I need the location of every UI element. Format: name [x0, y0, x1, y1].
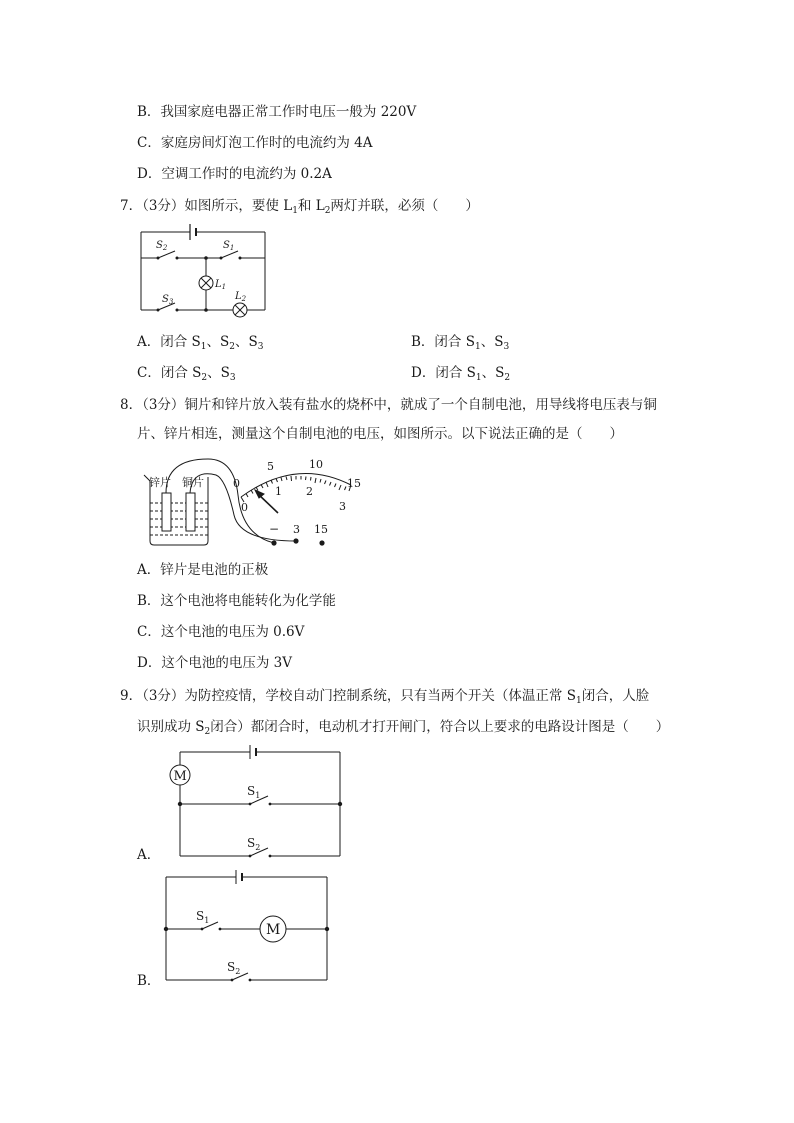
- q8-battery-voltmeter-diagram: [138, 455, 373, 555]
- q8-option-b: B．这个电池将电能转化为化学能: [137, 593, 336, 609]
- q8-terminal-15: 15: [314, 523, 328, 536]
- q8-outer-scale-5: 5: [267, 460, 274, 473]
- q7-option-d: D．闭合 $S_1$、$S_2$: [411, 365, 511, 383]
- q6-option-c: C．家庭房间灯泡工作时的电流约为 4A: [137, 135, 373, 151]
- q9a-motor-m: M: [173, 769, 187, 784]
- q8-zinc-label: 锌片: [149, 476, 171, 489]
- q7-label-l1: $L_1$: [215, 279, 227, 291]
- q7-label-s2: $S_2$: [156, 240, 168, 252]
- q9-figure-b: [160, 867, 350, 987]
- q9b-label-s1: $S_1$: [196, 909, 210, 925]
- q9a-label-s2: $S_2$: [247, 836, 261, 852]
- q7-option-a: A．闭合 $S_1$、$S_2$、$S_3$: [137, 334, 264, 352]
- q9-figure-b-label: B．: [137, 973, 161, 989]
- q8-inner-scale-3: 3: [339, 500, 346, 513]
- q8-outer-scale-0: 0: [233, 477, 240, 490]
- q8-inner-scale-2: 2: [306, 485, 313, 498]
- q8-stem-line1: 8．（3分）铜片和锌片放入装有盐水的烧杯中，就成了一个自制电池，用导线将电压表与铜: [120, 397, 657, 413]
- q8-option-c: C．这个电池的电压为 0.6V: [137, 624, 305, 640]
- q7-label-s3: $S_3$: [162, 294, 174, 306]
- q8-terminal-3: 3: [293, 523, 300, 536]
- q8-option-d: D．这个电池的电压为 3V: [137, 655, 292, 671]
- q7-option-b: B．闭合 $S_1$、$S_3$: [411, 334, 510, 352]
- q9a-label-s1: $S_1$: [247, 784, 261, 800]
- q7-label-s1: $S_1$: [223, 240, 235, 252]
- q8-copper-label: 铜片: [182, 476, 204, 489]
- q9b-label-s2: $S_2$: [227, 960, 241, 976]
- q8-outer-scale-10: 10: [309, 458, 323, 471]
- q8-inner-scale-0: 0: [241, 501, 248, 514]
- q9b-motor-m: M: [266, 922, 281, 938]
- q7-circuit-diagram: [138, 222, 273, 322]
- q8-terminal-negative: −: [269, 522, 280, 536]
- q8-stem-line2: 片、锌片相连，测量这个自制电池的电压，如图所示。以下说法正确的是（ ）: [137, 426, 623, 442]
- q7-stem: 7．（3分）如图所示，要使 $L_1$和 $L_2$两灯并联，必须（ ）: [120, 198, 479, 216]
- q8-option-a: A．锌片是电池的正极: [137, 562, 269, 578]
- q9-figure-a-label: A．: [137, 847, 161, 863]
- q8-outer-scale-15: 15: [347, 477, 361, 490]
- q7-label-l2: $L_2$: [235, 291, 247, 303]
- q6-option-d: D．空调工作时的电流约为 0.2A: [137, 166, 332, 182]
- q9-stem-line2: 识别成功 $S_2$闭合）都闭合时，电动机才打开闸门，符合以上要求的电路设计图是（ ）: [137, 719, 670, 737]
- q9-figure-a: [160, 742, 350, 862]
- q8-inner-scale-1: 1: [275, 485, 282, 498]
- q6-option-b: B．我国家庭电器正常工作时电压一般为 220V: [137, 104, 417, 120]
- q9-stem-line1: 9．（3分）为防控疫情，学校自动门控制系统，只有当两个开关（体温正常 $S_1$闭合，人脸: [120, 688, 650, 706]
- q7-option-c: C．闭合 $S_2$、$S_3$: [137, 365, 236, 383]
